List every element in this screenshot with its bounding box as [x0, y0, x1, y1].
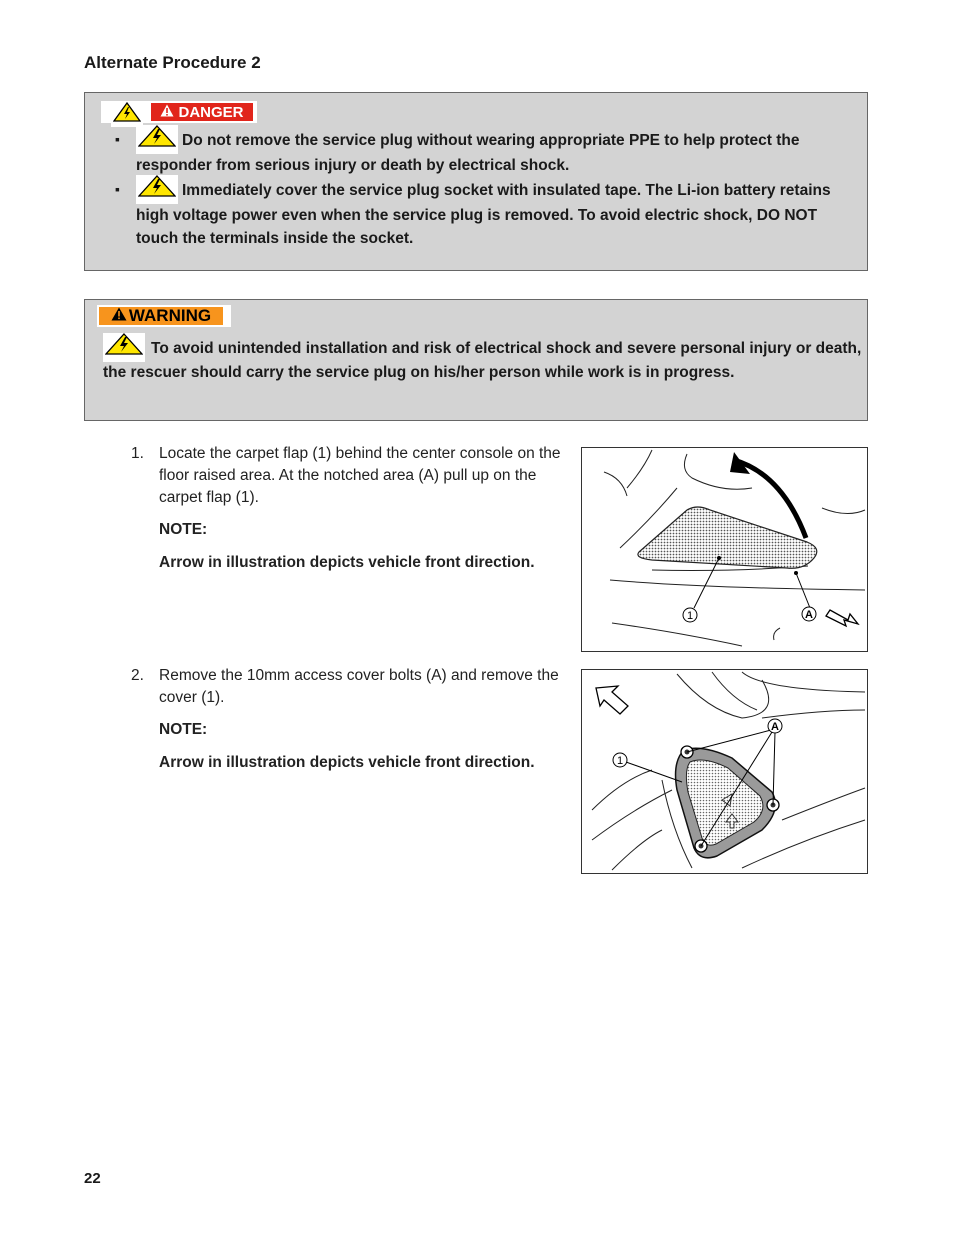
note-text: Arrow in illustration depicts vehicle front direction.: [159, 554, 535, 571]
danger-bullet: [115, 128, 855, 177]
callout-1: 1: [616, 755, 624, 767]
note-text: Arrow in illustration depicts vehicle front direction.: [159, 754, 535, 771]
warning-header: [97, 305, 231, 327]
warning-label-text: WARNING: [128, 306, 212, 325]
danger-label-text: DANGER: [178, 103, 244, 121]
danger-header: [101, 101, 257, 123]
page-number: 22: [84, 1170, 101, 1187]
bullet-marker: ▪: [115, 181, 120, 197]
electric-shock-icon: [103, 333, 145, 362]
procedure-step: [131, 443, 566, 574]
electric-shock-icon: [136, 125, 178, 154]
warning-label: [99, 307, 223, 325]
step-number: 2.: [131, 667, 144, 684]
step-text: Remove the 10mm access cover bolts (A) and remove the cover (1).: [159, 667, 559, 706]
procedure-step: [131, 665, 566, 774]
electric-shock-icon: [111, 102, 143, 127]
note-label: NOTE:: [159, 521, 208, 538]
callout-a: A: [771, 721, 779, 733]
danger-bullet: [115, 178, 855, 250]
warning-box: [84, 299, 868, 421]
step-text: Locate the carpet flap (1) behind the center console on the floor raised area. At the notched area (A) pull up on the carpet flap (1).: [159, 445, 561, 506]
front-direction-arrow-icon: [596, 686, 628, 714]
carpet-flap-illustration: [581, 447, 868, 652]
warning-triangle-icon: [111, 306, 127, 326]
danger-bullet-text: Immediately cover the service plug socket with insulated tape. The Li-ion battery retains high voltage power even when the service plug is removed. To avoid electric shock, DO NOT touch the terminals inside the socket.: [136, 182, 831, 247]
electric-shock-icon: [136, 175, 178, 204]
callout-1: 1: [686, 610, 694, 622]
note-label: NOTE:: [159, 721, 208, 738]
front-direction-arrow-icon: [826, 610, 858, 626]
danger-box: [84, 92, 868, 271]
section-title: Alternate Procedure 2: [84, 53, 261, 72]
warning-text-block: [103, 336, 865, 384]
bullet-marker: ▪: [115, 131, 120, 147]
warning-triangle-icon: [160, 104, 174, 121]
danger-label: [151, 103, 253, 121]
danger-bullet-text: Do not remove the service plug without wearing appropriate PPE to help protect the responder from serious injury or death by electrical shock.: [136, 132, 800, 174]
step-number: 1.: [131, 445, 144, 462]
warning-text: To avoid unintended installation and risk of electrical shock and severe personal injury or death, the rescuer should carry the service plug on his/her person while work is in progress.: [103, 340, 862, 381]
access-cover-illustration: [581, 669, 868, 874]
callout-a: A: [805, 609, 813, 621]
